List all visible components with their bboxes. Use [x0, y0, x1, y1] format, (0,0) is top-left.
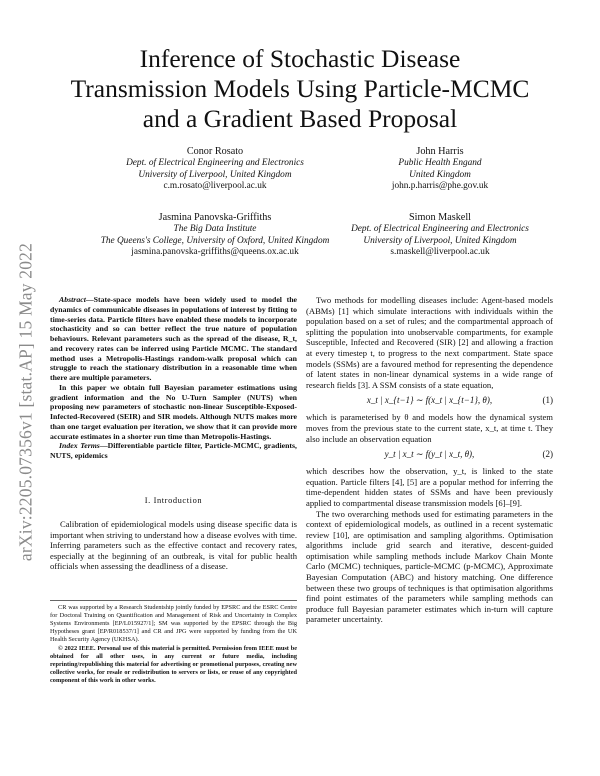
author-dept: Dept. of Electrical Engineering and Electronics [126, 157, 304, 168]
author-dept: Dept. of Electrical Engineering and Electronics [351, 223, 529, 234]
equation-1-expression: x_t | x_{t−1} ∼ f(x_t | x_{t−1}, θ), [366, 395, 493, 406]
author-inst: United Kingdom [409, 169, 471, 180]
author-inst: University of Liverpool, United Kingdom [138, 169, 292, 180]
right-column [306, 295, 553, 625]
equation-2-number: (2) [542, 449, 553, 460]
abstract-paragraph-1 [50, 295, 297, 383]
abstract-text-1: —State-space models have been widely used to model the dynamics of communicable diseases in populations of interest by fitting to time-series data. Particle filters have enabled these models to incorporate stochasticity and so can better reflect the true nature of population behaviours. Relevant parameters such as the spread of the disease, R_t, and recovery rates can be inferred using Particle MCMC. The standard method uses a Metropolis-Hastings random-walk proposal which can struggle to reach the stationary distribution in a reasonable time when there are multiple parameters. [50, 295, 297, 382]
author-inst: The Queens's College, University of Oxford, United Kingdom [100, 235, 330, 246]
abstract-paragraph-2: In this paper we obtain full Bayesian parameter estimations using gradient information and the No U-Turn Sampler (NUTS) when proposing new parameters of stochastic non-linear Susceptible-Exposed-Infected-Recovered (SEIR) and SIR models. Although NUTS makes more than one target evaluation per iteration, we show that it can provide more accurate estimates in a shorter run time than Metropolis-Hastings. [50, 382, 297, 441]
index-terms-label: Index Terms [59, 441, 100, 451]
funding-footnote: CR was supported by a Research Studentship jointly funded by EPSRC and the ESRC Centre for Doctoral Training on Quantification and Management of Risk and Uncertainty in Complex Systems Environments [EP/L015927/1]; SM was supported by the EPSRC through the Big Hypotheses grant [EP/R018537/1] and CR and JPG were supported by funding from the UK Health Security Agency (UKHSA). [50, 604, 297, 643]
author-dept: The Big Data Institute [173, 223, 257, 234]
author-block-2 [310, 146, 570, 193]
author-email: s.maskell@liverpool.ac.uk [390, 247, 490, 258]
introduction-body [50, 519, 297, 572]
intro-paragraph-1: Calibration of epidemiological models using disease specific data is important when striving to understand how a disease evolves with time. Inferring parameters such as the effective contact and recovery rates, especially at the beginning of an outbreak, is vital for public health officials when assessing the deadliness of a disease. [50, 519, 297, 571]
index-terms [50, 441, 297, 461]
right-paragraph-4: The two overarching methods used for estimating parameters in the context of epidemiological models, as outlined in a recent systematic review [10], are optimisation and sampling algorithms. Optimisation algorithms include grid search and iterative, descent-guided optimisation while sampling methods include Markov Chain Monte Carlo (MCMC) techniques, particle-MCMC (p-MCMC), Approximate Bayesian Computation (ABC) and history matching. One difference between these two groups of techniques is that optimisation algorithms find point estimates of the parameters while sampling methods can produce full Bayesian parameter estimates which in-turn will capture parameter uncertainty. [306, 508, 553, 625]
index-terms-text: —Differentiable particle filter, Particle-MCMC, gradients, NUTS, epidemics [50, 441, 297, 460]
author-name: Conor Rosato [186, 146, 244, 157]
arxiv-identifier-text: arXiv:2205.07356v1 [stat.AP] 15 May 2022 [15, 242, 36, 562]
author-email: john.p.harris@phe.gov.uk [391, 181, 489, 192]
abstract-label: Abstract [59, 295, 86, 304]
author-dept: Public Health Engand [398, 157, 482, 168]
author-block-4 [310, 212, 570, 259]
right-paragraph-1: Two methods for modelling diseases include: Agent-based models (ABMs) [1] which simulate interactions with individuals within the population based on a set of rules; and the compartmental approach of splitting the population into unobservable compartments, for example Susceptible, Infected and Recovered (SIR) [2] and allowing a fraction at every timestep t, to progress to the next compartment. State space models (SSMs) are a favoured method for representing the dependence of latent states in non-linear dynamical systems in a wide range of research fields [3]. A SSM consists of a state equation, [306, 295, 553, 390]
right-paragraph-3: which describes how the observation, y_t, is linked to the state equation. Particle filters [4], [5] are a popular method for inferring the time-dependent hidden states of SSMs and have been previously applied to compartmental disease transmission models [6]–[9]. [306, 466, 553, 508]
author-email: c.m.rosato@liverpool.ac.uk [163, 181, 267, 192]
arxiv-identifier [14, 232, 38, 572]
author-name: Simon Maskell [409, 212, 471, 223]
author-name: John Harris [416, 146, 464, 157]
author-name: Jasmina Panovska-Griffiths [158, 212, 272, 223]
section-heading-introduction: I. Introduction [144, 496, 203, 505]
paper-title: Inference of Stochastic Disease Transmission Models Using Particle-MCMC and a Gradient Based Proposal [70, 44, 530, 133]
footnotes [50, 600, 297, 686]
equation-1 [306, 390, 553, 412]
equation-2-expression: y_t | x_t ∼ f(y_t | x_t, θ), [384, 449, 475, 460]
equation-2 [306, 444, 553, 466]
abstract [50, 295, 297, 461]
author-inst: University of Liverpool, United Kingdom [363, 235, 517, 246]
right-paragraph-2: which is parameterised by θ and models how the dynamical system moves from the previous state to the current state, x_t, at time t. They also include an observation equation [306, 412, 553, 444]
author-email: jasmina.panovska-griffiths@queens.ox.ac.uk [131, 247, 299, 258]
copyright-notice: © 2022 IEEE. Personal use of this material is permitted. Permission from IEEE must be obtained for all other uses, in any current or future media, including reprinting/republishing this material for advertising or promotional purposes, creating new collective works, for resale or redistribution to servers or lists, or reuse of any copyrighted component of this work in other works. [50, 645, 297, 684]
equation-1-number: (1) [542, 395, 553, 406]
